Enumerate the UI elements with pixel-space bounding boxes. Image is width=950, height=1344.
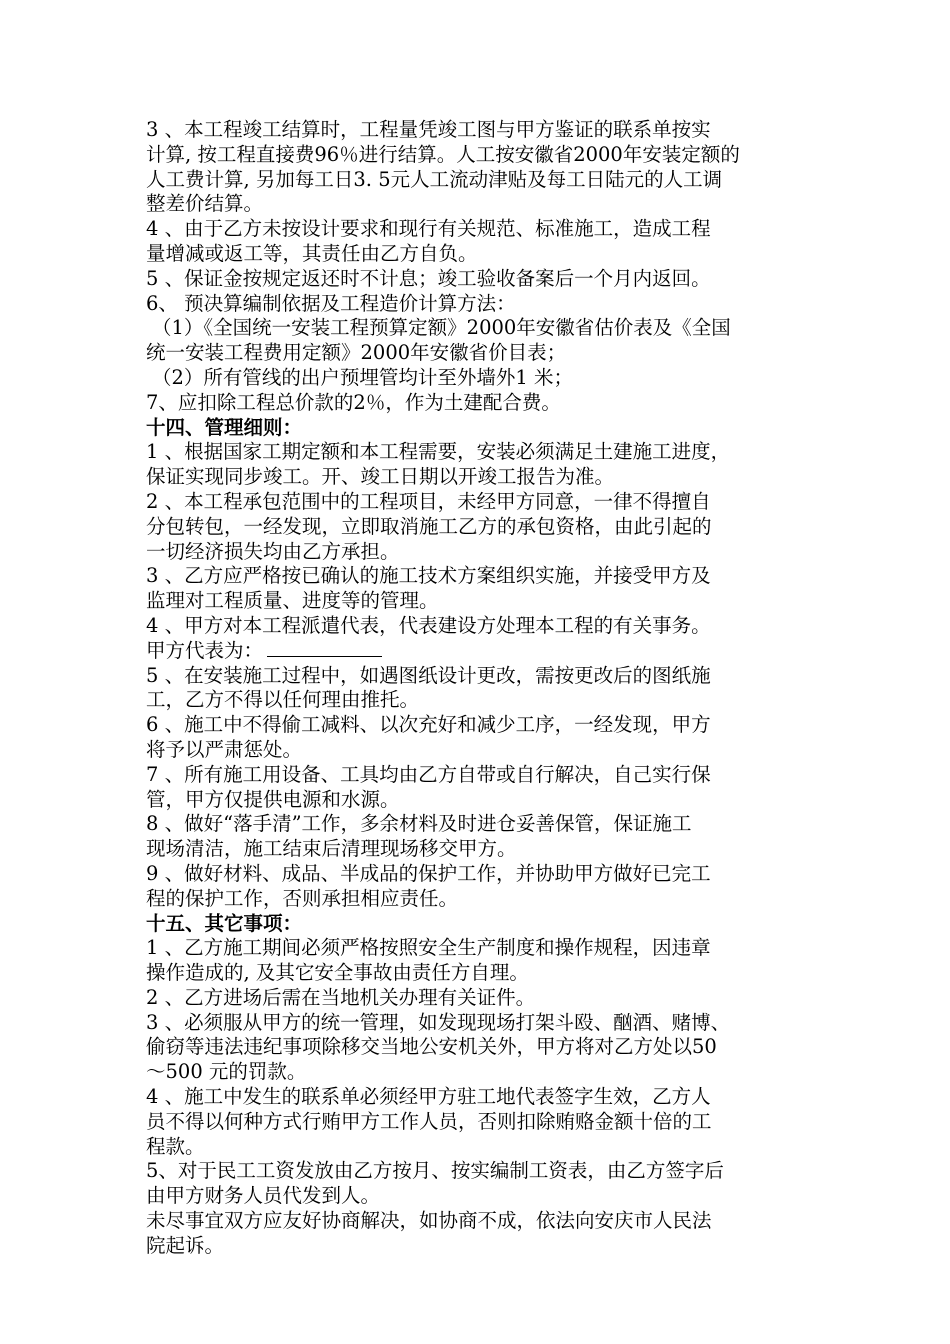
text-line: 整差价结算。 xyxy=(146,192,264,216)
text-line: 5、对于民工工资发放由乙方按月、按实编制工资表，由乙方签字后 xyxy=(146,1159,724,1183)
text-line: （1）《全国统一安装工程预算定额》2000年安徽省估价表及《全国 xyxy=(152,316,731,340)
text-line: 4 、甲方对本工程派遣代表，代表建设方处理本工程的有关事务。 xyxy=(146,613,711,637)
text-line: 8 、做好“落手清”工作，多余材料及时进仓妥善保管，保证施工 xyxy=(146,812,692,836)
text-line: 3 、乙方应严格按已确认的施工技术方案组织实施，并接受甲方及 xyxy=(146,564,711,588)
text-line: 现场清洁，施工结束后清理现场移交甲方。 xyxy=(146,837,517,861)
text-line: 4 、由于乙方未按设计要求和现行有关规范、标准施工，造成工程 xyxy=(146,217,711,241)
text-line: 计算, 按工程直接费96％进行结算。人工按安徽省2000年安装定额的 xyxy=(146,142,740,166)
text-line: 7 、所有施工用设备、工具均由乙方自带或自行解决，自己实行保 xyxy=(146,762,711,786)
text-line: 9 、做好材料、成品、半成品的保护工作，并协助甲方做好已完工 xyxy=(146,861,711,885)
text-line: 1 、根据国家工期定额和本工程需要，安装必须满足土建施工进度， xyxy=(146,440,731,464)
text-line: 员不得以何种方式行贿甲方工作人员，否则扣除贿赂金额十倍的工 xyxy=(146,1109,712,1133)
text-line: 5 、在安装施工过程中，如遇图纸设计更改，需按更改后的图纸施 xyxy=(146,663,711,687)
text-line: 6 、施工中不得偷工减料、以次充好和减少工序，一经发现，甲方 xyxy=(146,713,711,737)
text-line: 院起诉。 xyxy=(146,1233,225,1257)
representative-line xyxy=(146,639,808,664)
text-line: 操作造成的, 及其它安全事故由责任方自理。 xyxy=(146,961,529,985)
text-line: 将予以严肃惩处。 xyxy=(146,737,303,761)
text-line: 保证实现同步竣工。开、竣工日期以开竣工报告为准。 xyxy=(146,465,615,489)
text-line: 工，乙方不得以任何理由推托。 xyxy=(146,688,420,712)
text-line: 2 、本工程承包范围中的工程项目，未经甲方同意，一律不得擅自 xyxy=(146,489,711,513)
representative-blank xyxy=(267,640,382,657)
text-line: 由甲方财务人员代发到人。 xyxy=(146,1184,381,1208)
text-line: 监理对工程质量、进度等的管理。 xyxy=(146,589,439,613)
text-line: 1 、乙方施工期间必须严格按照安全生产制度和操作规程，因违章 xyxy=(146,936,711,960)
text-line: 人工费计算, 另加每工日3. 5元人工流动津贴及每工日陆元的人工调 xyxy=(146,167,723,191)
text-line: 一切经济损失均由乙方承担。 xyxy=(146,539,400,563)
text-line: 2 、乙方进场后需在当地机关办理有关证件。 xyxy=(146,985,536,1009)
text-line: 未尽事宜双方应友好协商解决，如协商不成，依法向安庆市人民法 xyxy=(146,1209,712,1233)
text-line: 分包转包，一经发现，立即取消施工乙方的承包资格，由此引起的 xyxy=(146,514,712,538)
text-line: ～500 元的罚款。 xyxy=(146,1060,307,1084)
text-line: 程的保护工作，否则承担相应责任。 xyxy=(146,886,459,910)
section-heading: 十五、其它事项： xyxy=(146,911,303,935)
text-line: 4 、施工中发生的联系单必须经甲方驻工地代表签字生效，乙方人 xyxy=(146,1085,711,1109)
text-line: 5 、保证金按规定返还时不计息；竣工验收备案后一个月内返回。 xyxy=(146,266,711,290)
text-line: 6、 预决算编制依据及工程造价计算方法： xyxy=(146,291,516,315)
section-heading: 十四、管理细则： xyxy=(146,415,303,439)
text-line: （2）所有管线的出户预埋管均计至外墙外1 米； xyxy=(152,365,574,389)
text-line: 7、应扣除工程总价款的2％，作为土建配合费。 xyxy=(146,390,561,414)
text-line: 3 、必须服从甲方的统一管理，如发现现场打架斗殴、酗酒、赌博、 xyxy=(146,1010,731,1034)
text-line: 程款。 xyxy=(146,1134,205,1158)
text-line: 统一安装工程费用定额》2000年安徽省价目表； xyxy=(146,341,567,365)
text-line: 管，甲方仅提供电源和水源。 xyxy=(146,787,400,811)
text-line: 量增减或返工等，其责任由乙方自负。 xyxy=(146,241,478,265)
representative-label: 甲方代表为： xyxy=(146,638,264,662)
text-line: 偷窃等违法违纪事项除移交当地公安机关外，甲方将对乙方处以50 xyxy=(146,1035,717,1059)
text-line: 3 、本工程竣工结算时，工程量凭竣工图与甲方鉴证的联系单按实 xyxy=(146,118,711,141)
